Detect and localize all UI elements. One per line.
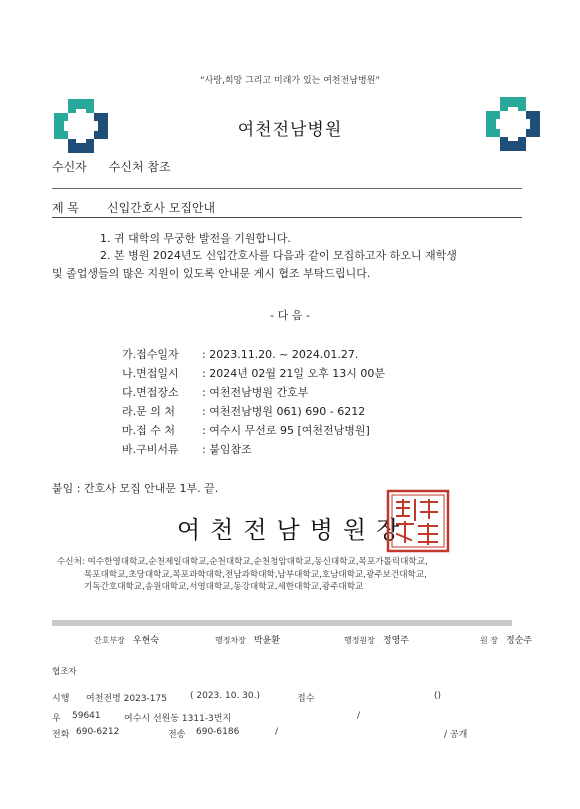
signature-nursing-director: 간호부장 우현숙 <box>94 636 160 646</box>
detail-value: : 2023.11.20. ~ 2024.01.27. <box>202 348 359 361</box>
detail-value: : 붙임참조 <box>202 443 252 456</box>
detail-value: : 2024년 02월 21일 오후 13시 00분 <box>202 367 386 380</box>
fax-slash: / <box>275 727 279 737</box>
detail-value: : 여천전남병원 061) 690 - 6212 <box>202 405 366 418</box>
attachment-note: 붙임 : 간호사 모집 안내문 1부. 끝. <box>52 482 219 495</box>
divider-subject <box>52 217 522 218</box>
address: 여수시 선원동 1311-3번지 <box>124 714 232 724</box>
address-slash: / <box>357 711 361 721</box>
detail-key: 다.면접장소 <box>122 386 179 399</box>
doc-number: 여천전병 2023-175 <box>86 694 167 704</box>
public-status: / 공개 <box>444 730 468 740</box>
doc-label: 시행 <box>52 694 70 704</box>
detail-item <box>122 403 365 419</box>
detail-item <box>122 384 308 400</box>
postal-label: 우 <box>52 714 61 724</box>
recipients-list <box>57 556 428 594</box>
detail-key: 나.면접일시 <box>122 367 179 380</box>
postal-code: 59641 <box>72 711 101 721</box>
detail-key: 바.구비서류 <box>122 443 179 456</box>
subject-label: 제 목 <box>52 201 79 215</box>
detail-item <box>122 422 370 438</box>
detail-key: 마.접 수 처 <box>122 424 175 437</box>
detail-item <box>122 346 358 362</box>
fax-number: 690-6186 <box>196 727 240 737</box>
footer-separator <box>52 620 512 626</box>
detail-value: : 여천전남병원 간호부 <box>202 386 309 399</box>
detail-item <box>122 441 252 457</box>
recipients-line-2: 목포대학교,초당대학교,목포과학대학,전남과학대학,남부대학교,호남대학교,광주보건대학교, <box>84 569 427 580</box>
divider-top <box>52 188 522 189</box>
body-line-2: 2. 본 병원 2024년도 신입간호사를 다음과 같이 모집하고자 하오니 재학생 <box>100 249 457 262</box>
sender-name: 여천전남병원장 <box>177 516 410 544</box>
subject-value: 신입간호사 모집안내 <box>107 201 216 215</box>
signature-admin-deputy: 행정차장 박윤환 <box>215 636 281 646</box>
signature-admin-director: 행정원장 정영주 <box>344 636 410 646</box>
detail-item <box>122 365 385 381</box>
details-heading: - 다 음 - <box>270 309 310 322</box>
document-title: 여천전남병원 <box>237 120 343 140</box>
detail-value: : 여수시 무선로 95 [여천전남병원] <box>202 424 370 437</box>
recipients-line-1: 여수한영대학교,순천제일대학교,순천대학교,순천청암대학교,동신대학교,목포가톨릭대학교, <box>87 557 428 567</box>
body-line-3: 및 졸업생들의 많은 지원이 있도록 안내문 게시 협조 부탁드립니다. <box>52 267 371 280</box>
receipt-label: 접수 <box>297 694 315 704</box>
detail-key: 라.문 의 처 <box>122 405 175 418</box>
detail-key: 가.접수일자 <box>122 348 179 361</box>
recipient-row <box>52 158 171 175</box>
recipients-line-3: 기독간호대학교,송원대학교,서영대학교,동강대학교,세한대학교,광주대학교 <box>84 582 364 592</box>
recipient-label: 수신자 <box>52 160 87 174</box>
body-line-1: 1. 귀 대학의 무궁한 발전을 기원합니다. <box>100 232 291 245</box>
hospital-motto: “사랑,희망 그리고 미래가 있는 여천전남병원” <box>199 76 381 86</box>
recipient-value: 수신처 참조 <box>108 160 171 174</box>
phone-number: 690-6212 <box>76 727 120 737</box>
signature-president: 원 장 정순주 <box>480 636 533 646</box>
recipients-label: 수신처: <box>57 557 85 567</box>
hospital-logo-right-icon <box>482 93 544 155</box>
receipt-paren: () <box>434 691 442 701</box>
doc-date: ( 2023. 10. 30.) <box>190 691 260 701</box>
fax-label: 전송 <box>168 730 186 740</box>
subject-row <box>52 199 215 216</box>
cooperator-label: 협조자 <box>52 667 77 677</box>
official-seal-icon <box>385 488 451 554</box>
phone-label: 전화 <box>52 730 70 740</box>
